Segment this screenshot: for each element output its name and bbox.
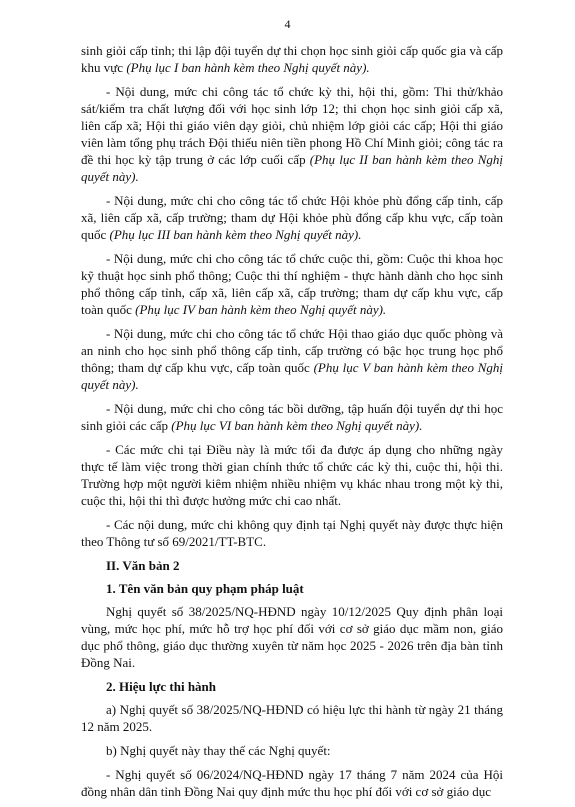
- section-heading: [81, 678, 503, 695]
- page-number: 4: [284, 17, 291, 31]
- paragraph-text: - Nội dung, mức chi cho công tác tổ chức Hội khỏe phù đổng cấp tỉnh, cấp xã, liên cấp xã, cấp trường; tham dự Hội khỏe phù đổng cấp khu vực, cấp toàn quốc: [81, 193, 503, 242]
- appendix-reference: (Phụ lục V ban hành kèm theo Nghị quyết này).: [81, 360, 504, 392]
- section-heading: [81, 580, 503, 597]
- paragraph-text: - Nội dung, mức chi cho công tác tổ chức cuộc thi, gồm: Cuộc thi khoa học kỹ thuật học sinh phổ thông; Cuộc thi thí nghiệm - thực hành dành cho học sinh phổ thông cấp tỉnh, cấp xã, liên cấp xã, cấp trường; tham dự cấp khu vực, cấp toàn quốc: [81, 251, 503, 317]
- paragraph: [81, 250, 503, 318]
- paragraph-text: - Các nội dung, mức chi không quy định tại Nghị quyết này được thực hiện theo Thông tư số 69/2021/TT-BTC.: [81, 517, 503, 549]
- paragraph-text: 2. Hiệu lực thi hành: [106, 679, 217, 694]
- paragraph: [81, 42, 503, 76]
- paragraph-text: sinh giỏi cấp tỉnh; thi lập đội tuyển dự thi chọn học sinh giỏi cấp quốc gia và cấp khu vực: [81, 43, 503, 75]
- paragraph-text: - Nội dung, mức chi cho công tác tổ chức Hội thao giáo dục quốc phòng và an ninh cho học sinh phổ thông cấp tỉnh, cấp trường có bậc học trung học phổ thông; tham dự cấp khu vực, cấp toàn quốc: [81, 326, 503, 375]
- paragraph-text: - Nghị quyết số 06/2024/NQ-HĐND ngày 17 tháng 7 năm 2024 của Hội đồng nhân dân tỉnh Đồng Nai quy định mức thu học phí đối với cơ sở giáo dục: [81, 767, 503, 799]
- paragraph-text: a) Nghị quyết số 38/2025/NQ-HĐND có hiệu lực thi hành từ ngày 21 tháng 12 năm 2025.: [81, 702, 503, 734]
- document-body: [81, 42, 503, 807]
- paragraph: [81, 325, 503, 393]
- appendix-reference: (Phụ lục III ban hành kèm theo Nghị quyết này).: [109, 227, 362, 242]
- paragraph: [81, 441, 503, 509]
- paragraph-text: - Các mức chi tại Điều này là mức tối đa được áp dụng cho những ngày thực tế làm việc trong thời gian chính thức tổ chức các kỳ thi, cuộc thi, hội thi. Trường hợp một người kiêm nhiệm nhiều nhiệm vụ khác nhau trong một kỳ thi, cuộc thi, hội thi thì được hưởng mức chi cao nhất.: [81, 442, 503, 508]
- paragraph-text: b) Nghị quyết này thay thế các Nghị quyết:: [106, 743, 331, 758]
- appendix-reference: (Phụ lục I ban hành kèm theo Nghị quyết này).: [126, 60, 370, 75]
- appendix-reference: (Phụ lục VI ban hành kèm theo Nghị quyết này).: [171, 418, 423, 433]
- paragraph: [81, 603, 503, 671]
- paragraph-text: - Nội dung, mức chi công tác tổ chức kỳ thi, hội thi, gồm: Thi thử/khảo sát/kiểm tra chất lượng đối với học sinh lớp 12; thi chọn học sinh giỏi cấp xã, liên cấp xã; Hội thi giáo viên dạy giỏi, chủ nhiệm lớp giỏi các cấp; Hội thi giáo viên làm tổng phụ trách Đội thiếu niên tiền phong Hồ Chí Minh giỏi; công tác ra đề thi học kỳ tập trung ở các lớp cuối cấp: [81, 84, 503, 167]
- paragraph: [81, 192, 503, 243]
- section-heading: [81, 557, 503, 574]
- appendix-reference: (Phụ lục II ban hành kèm theo Nghị quyết này).: [81, 152, 503, 184]
- paragraph: [81, 83, 503, 185]
- appendix-reference: (Phụ lục IV ban hành kèm theo Nghị quyết này).: [135, 302, 387, 317]
- paragraph-text: 1. Tên văn bản quy phạm pháp luật: [106, 581, 304, 596]
- paragraph: [81, 701, 503, 735]
- paragraph: [81, 516, 503, 550]
- paragraph-text: Nghị quyết số 38/2025/NQ-HĐND ngày 10/12/2025 Quy định phân loại vùng, mức học phí, mức hỗ trợ học phí đối với cơ sở giáo dục mầm non, giáo dục phổ thông, giáo dục thường xuyên từ năm học 2025 - 2026 trên địa bàn tỉnh Đồng Nai.: [81, 604, 503, 670]
- paragraph: [81, 742, 503, 759]
- paragraph: [81, 766, 503, 800]
- paragraph-text: II. Văn bản 2: [106, 558, 180, 573]
- paragraph: [81, 400, 503, 434]
- paragraph-text: - Nội dung, mức chi cho công tác bồi dưỡng, tập huấn đội tuyển dự thi học sinh giỏi các cấp: [81, 401, 503, 433]
